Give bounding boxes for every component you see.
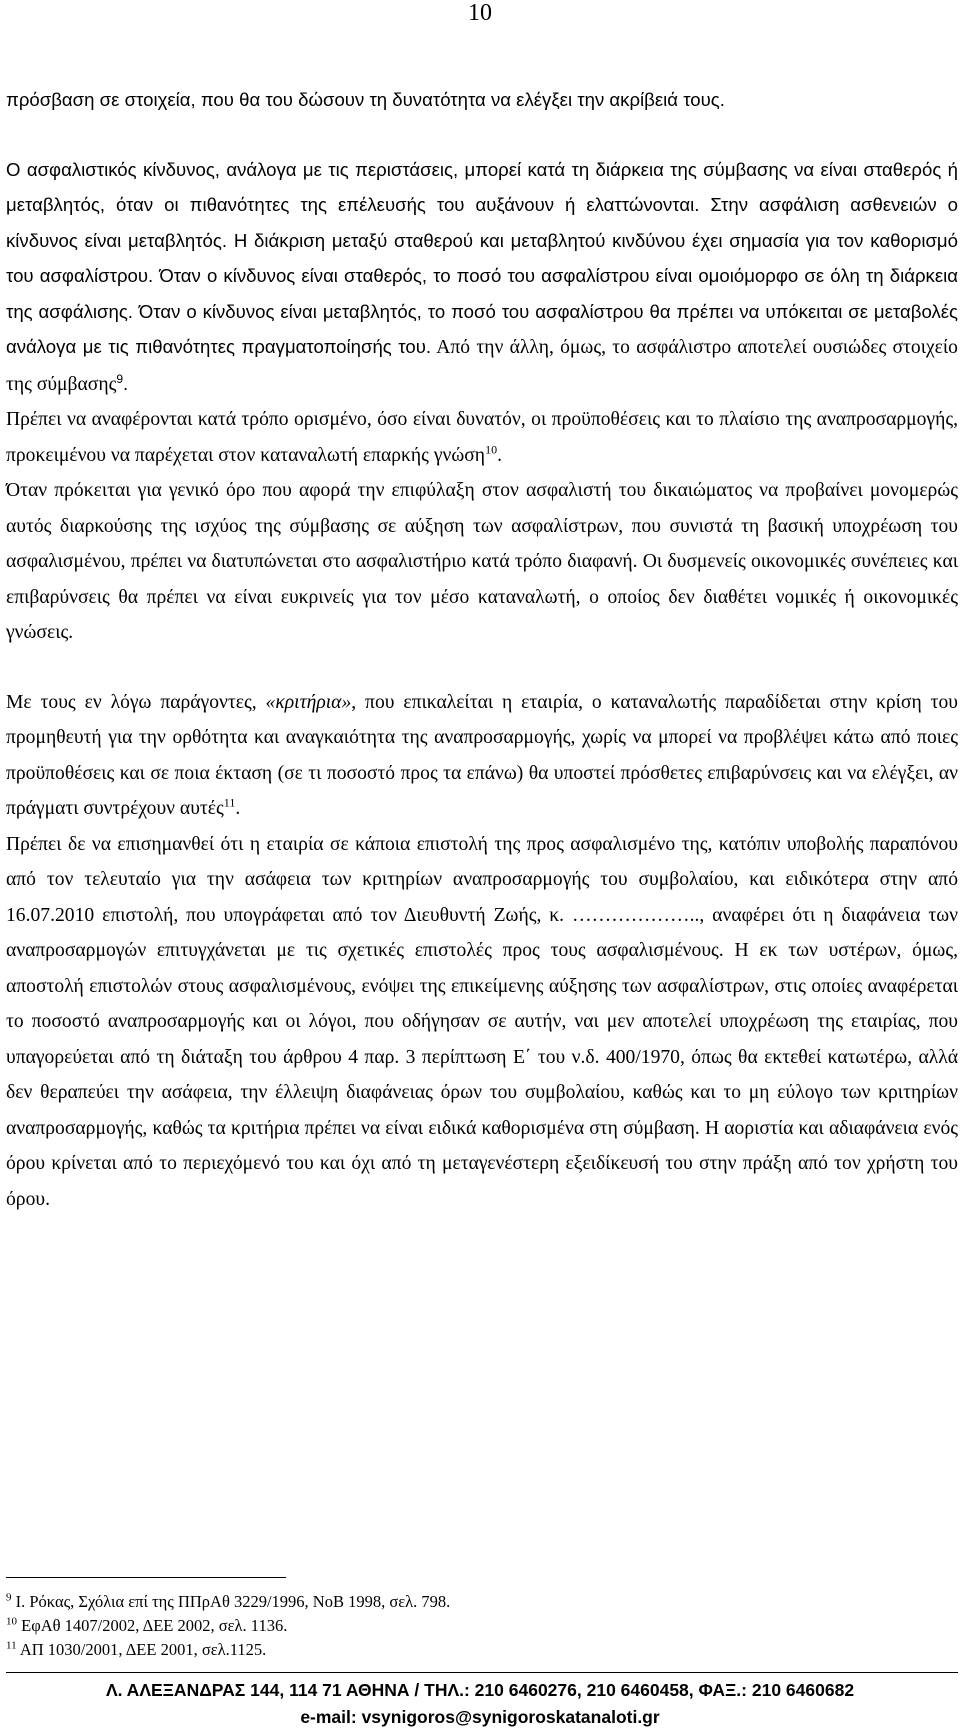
- paragraph-2-end: .: [123, 372, 129, 394]
- page-footer: [0, 1677, 960, 1731]
- paragraph-1-text: πρόσβαση σε στοιχεία, που θα του δώσουν τη δυνατότητα να ελέγξει την ακρίβειά τους.: [6, 89, 725, 110]
- paragraph-2-text-serif: Από την άλλη, όμως, το ασφάλιστρο αποτελεί ουσιώδες στοιχείο της σύμβασης: [6, 337, 958, 395]
- footnote-9: [6, 1590, 906, 1614]
- page-number: 10: [468, 0, 492, 26]
- footnote-number: 9: [6, 1591, 12, 1604]
- footnote-11: [6, 1638, 906, 1662]
- footer-email: e-mail: vsynigoros@synigoroskatanaloti.gr: [300, 1707, 660, 1727]
- footnote-ref-10: 10: [485, 441, 498, 456]
- footnote-number: 11: [6, 1639, 17, 1652]
- footnote-separator: [6, 1577, 286, 1578]
- paragraph-4-text: Όταν πρόκειται για γενικό όρο που αφορά την επιφύλαξη στον ασφαλιστή του δικαιώματος να προβαίνει μονομερώς αυτός διαρκούσης της ισχύος της σύμβασης σε αύξηση των ασφαλίστρων, που συνιστά τη βασική υποχρέωση του ασφαλισμένου, πρέπει να διατυπώνεται στο ασφαλιστήριο κατά τρόπο διαφανή. Οι δυσμενείς οικονομικές συνέπειες και επιβαρύνσεις θα πρέπει να είναι ευκρινείς για τον μέσο καταναλωτή, ο οποίος δεν διαθέτει νομικές ή οικονομικές γνώσεις.: [6, 480, 958, 643]
- paragraph-3: [6, 402, 958, 473]
- footnote-number: 10: [6, 1615, 17, 1628]
- footnotes: [6, 1590, 906, 1662]
- paragraph-4: [6, 473, 958, 651]
- paragraph-2: [6, 152, 958, 403]
- paragraph-1: [6, 82, 958, 118]
- paragraph-3-text: Πρέπει να αναφέρονται κατά τρόπο ορισμένο, όσο είναι δυνατόν, οι προϋποθέσεις και το πλαίσιο της αναπροσαρμογής, προκειμένου να παρέχεται στον καταναλωτή επαρκής γνώση: [6, 409, 958, 466]
- footnote-ref-11: 11: [223, 795, 236, 810]
- footnote-ref-9: 9: [116, 371, 124, 386]
- criteria-emphasis: «κριτήρια»: [265, 691, 352, 713]
- paragraph-5-pre: Με τους εν λόγω παράγοντες,: [6, 691, 266, 713]
- footnote-text: ΑΠ 1030/2001, ΔΕΕ 2001, σελ.1125.: [19, 1640, 267, 1659]
- paragraph-6: [6, 827, 958, 1218]
- footer-address: Λ. ΑΛΕΞΑΝΔΡΑΣ 144, 114 71 ΑΘΗΝΑ / ΤΗΛ.: 210 6460276, 210 6460458, ΦΑΞ.: 210 6460682: [105, 1680, 855, 1700]
- paragraph-5-end: .: [235, 798, 241, 819]
- paragraph-3-end: .: [497, 444, 502, 466]
- paragraph-5: [6, 685, 958, 827]
- footnote-text: ΕφΑθ 1407/2002, ΔΕΕ 2002, σελ. 1136.: [21, 1616, 288, 1635]
- footnote-text: Ι. Ρόκας, Σχόλια επί της ΠΠρΑθ 3229/1996, ΝοΒ 1998, σελ. 798.: [15, 1592, 451, 1611]
- footnote-10: [6, 1614, 906, 1638]
- paragraph-2-text: Ο ασφαλιστικός κίνδυνος, ανάλογα με τις περιστάσεις, μπορεί κατά τη διάρκεια της σύμβασης να είναι σταθερός ή μεταβλητός, όταν οι πιθανότητες της επέλευσής του αυξάνουν ή ελαττώνονται. Στην ασφάλιση ασθενειών ο κίνδυνος είναι μεταβλητός. Η διάκριση μεταξύ σταθερού και μεταβλητού κινδύνου έχει σημασία για τον καθορισμό του ασφαλίστρου. Όταν ο κίνδυνος είναι σταθερός, το ποσό του ασφαλίστρου είναι ομοιόμορφο σε όλη τη διάρκεια της ασφάλισης. Όταν ο κίνδυνος είναι μεταβλητός, το ποσό του ασφαλίστρου θα πρέπει να υπόκειται σε μεταβολές ανάλογα με τις πιθανότητες πραγματοποίησής του.: [6, 158, 958, 357]
- document-body: [6, 82, 958, 1217]
- paragraph-5-post: , που επικαλείται η εταιρία, ο καταναλωτής παραδίδεται στην κρίση του προμηθευτή για την ορθότητα και αναγκαιότητα της αναπροσαρμογής, χωρίς να μπορεί να προβλέψει κάτω από ποιες προϋποθέσεις και σε ποια έκταση (σε τι ποσοστό προς τα επάνω) θα υποστεί πρόσθετες επιβαρύνσεις και να ελέγξει, αν πράγματι συντρέχουν αυτές: [6, 691, 958, 819]
- footer-separator: [6, 1672, 958, 1673]
- paragraph-6-text: Πρέπει δε να επισημανθεί ότι η εταιρία σε κάποια επιστολή της προς ασφαλισμένο της, κατόπιν υποβολής παραπόνου από τον τελευταίο για την ασάφεια των κριτηρίων αναπροσαρμογής του συμβολαίου, και ειδικότερα στην από 16.07.2010 επιστολή, που υπογράφεται από τον Διευθυντή Ζωής, κ. ……………….., αναφέρει ότι η διαφάνεια των αναπροσαρμογών επιτυγχάνεται με τις σχετικές επιστολές προς τους ασφαλισμένους. Η εκ των υστέρων, όμως, αποστολή επιστολών στους ασφαλισμένους, ενόψει της επικείμενης αύξησης των ασφαλίστρων, στις οποίες αναφέρεται το ποσοστό αναπροσαρμογής και οι λόγοι, που οδήγησαν σε αυτήν, ναι μεν αποτελεί υποχρέωση της εταιρίας, που υπαγορεύεται από τη διάταξη του άρθρου 4 παρ. 3 περίπτωση Ε΄ του ν.δ. 400/1970, όπως θα εκτεθεί κατωτέρω, αλλά δεν θεραπεύει την ασάφεια, την έλλειψη διαφάνειας όρων του συμβολαίου, καθώς και το μη εύλογο των κριτηρίων αναπροσαρμογής, καθώς τα κριτήρια πρέπει να είναι ειδικά καθορισμένα στη σύμβαση. Η αοριστία και αδιαφάνεια ενός όρου κρίνεται από το περιεχόμενό του και όχι από τη μεταγενέστερη εξειδίκευσή του στην πράξη από τον χρήστη του όρου.: [6, 833, 958, 1210]
